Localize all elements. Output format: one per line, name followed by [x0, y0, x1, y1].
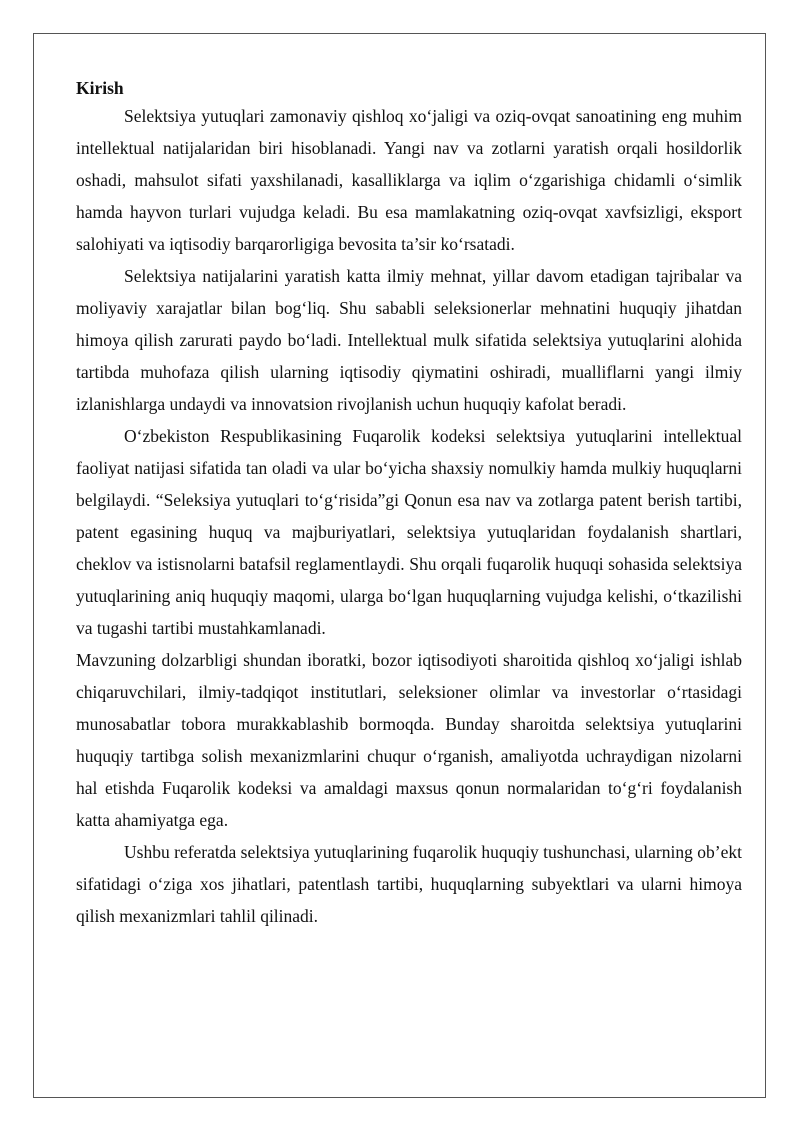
paragraph-1: Selektsiya yutuqlari zamonaviy qishloq xo‘jaligi va oziq-ovqat sanoatining eng muhim intellektual natijalaridan biri hisoblanadi. Yangi nav va zotlarni yaratish orqali hosildorlik oshadi, mahsulot sifati yaxshilanadi, kasalliklarga va iqlim o‘zgarishiga chidamli o‘simlik hamda hayvon turlari vujudga keladi. Bu esa mamlakatning oziq-ovqat xavfsizligi, eksport salohiyati va iqtisodiy barqarorligiga bevosita ta’sir ko‘rsatadi.: [76, 106, 742, 254]
section-heading: Kirish: [76, 78, 124, 98]
paragraph-3: O‘zbekiston Respublikasining Fuqarolik kodeksi selektsiya yutuqlarini intellektual faoliyat natijasi sifatida tan oladi va ular bo‘yicha shaxsiy nomulkiy hamda mulkiy huquqlarni belgilaydi. “Seleksiya yutuqlari to‘g‘risida”gi Qonun esa nav va zotlarga patent berish tartibi, patent egasining huquq va majburiyatlari, selektsiya yutuqlaridan foydalanish shartlari, cheklov va istisnolarni batafsil reglamentlaydi. Shu orqali fuqarolik huquqi sohasida selektsiya yutuqlarining aniq huquqiy maqomi, ularga bo‘lgan huquqlarning vujudga kelishi, o‘tkazilishi va tugashi tartibi mustahkamlanadi.: [76, 426, 742, 638]
paragraph-5: Ushbu referatda selektsiya yutuqlarining fuqarolik huquqiy tushunchasi, ularning ob’ekt sifatidagi o‘ziga xos jihatlari, patentlash tartibi, huquqlarning subyektlari va ularni himoya qilish mexanizmlari tahlil qilinadi.: [76, 842, 742, 926]
paragraph-2: Selektsiya natijalarini yaratish katta ilmiy mehnat, yillar davom etadigan tajribalar va moliyaviy xarajatlar bilan bog‘liq. Shu sababli seleksionerlar mehnatini huquqiy jihatdan himoya qilish zarurati paydo bo‘ladi. Intellektual mulk sifatida selektsiya yutuqlarini alohida tartibda muhofaza qilish ularning iqtisodiy qiymatini oshiradi, mualliflarni yangi ilmiy izlanishlarga undaydi va innovatsion rivojlanish uchun huquqiy kafolat beradi.: [76, 266, 742, 414]
paragraph-4: Mavzuning dolzarbligi shundan iboratki, bozor iqtisodiyoti sharoitida qishloq xo‘jaligi ishlab chiqaruvchilari, ilmiy-tadqiqot institutlari, seleksioner olimlar va investorlar o‘rtasidagi munosabatlar tobora murakkablashib bormoqda. Bunday sharoitda selektsiya yutuqlarini huquqiy tartibga solish mexanizmlarini chuqur o‘rganish, amaliyotda uchraydigan nizolarni hal etishda Fuqarolik kodeksi va amaldagi maxsus qonun normalaridan to‘g‘ri foydalanish katta ahamiyatga ega.: [76, 650, 742, 830]
document-body: [76, 76, 742, 932]
